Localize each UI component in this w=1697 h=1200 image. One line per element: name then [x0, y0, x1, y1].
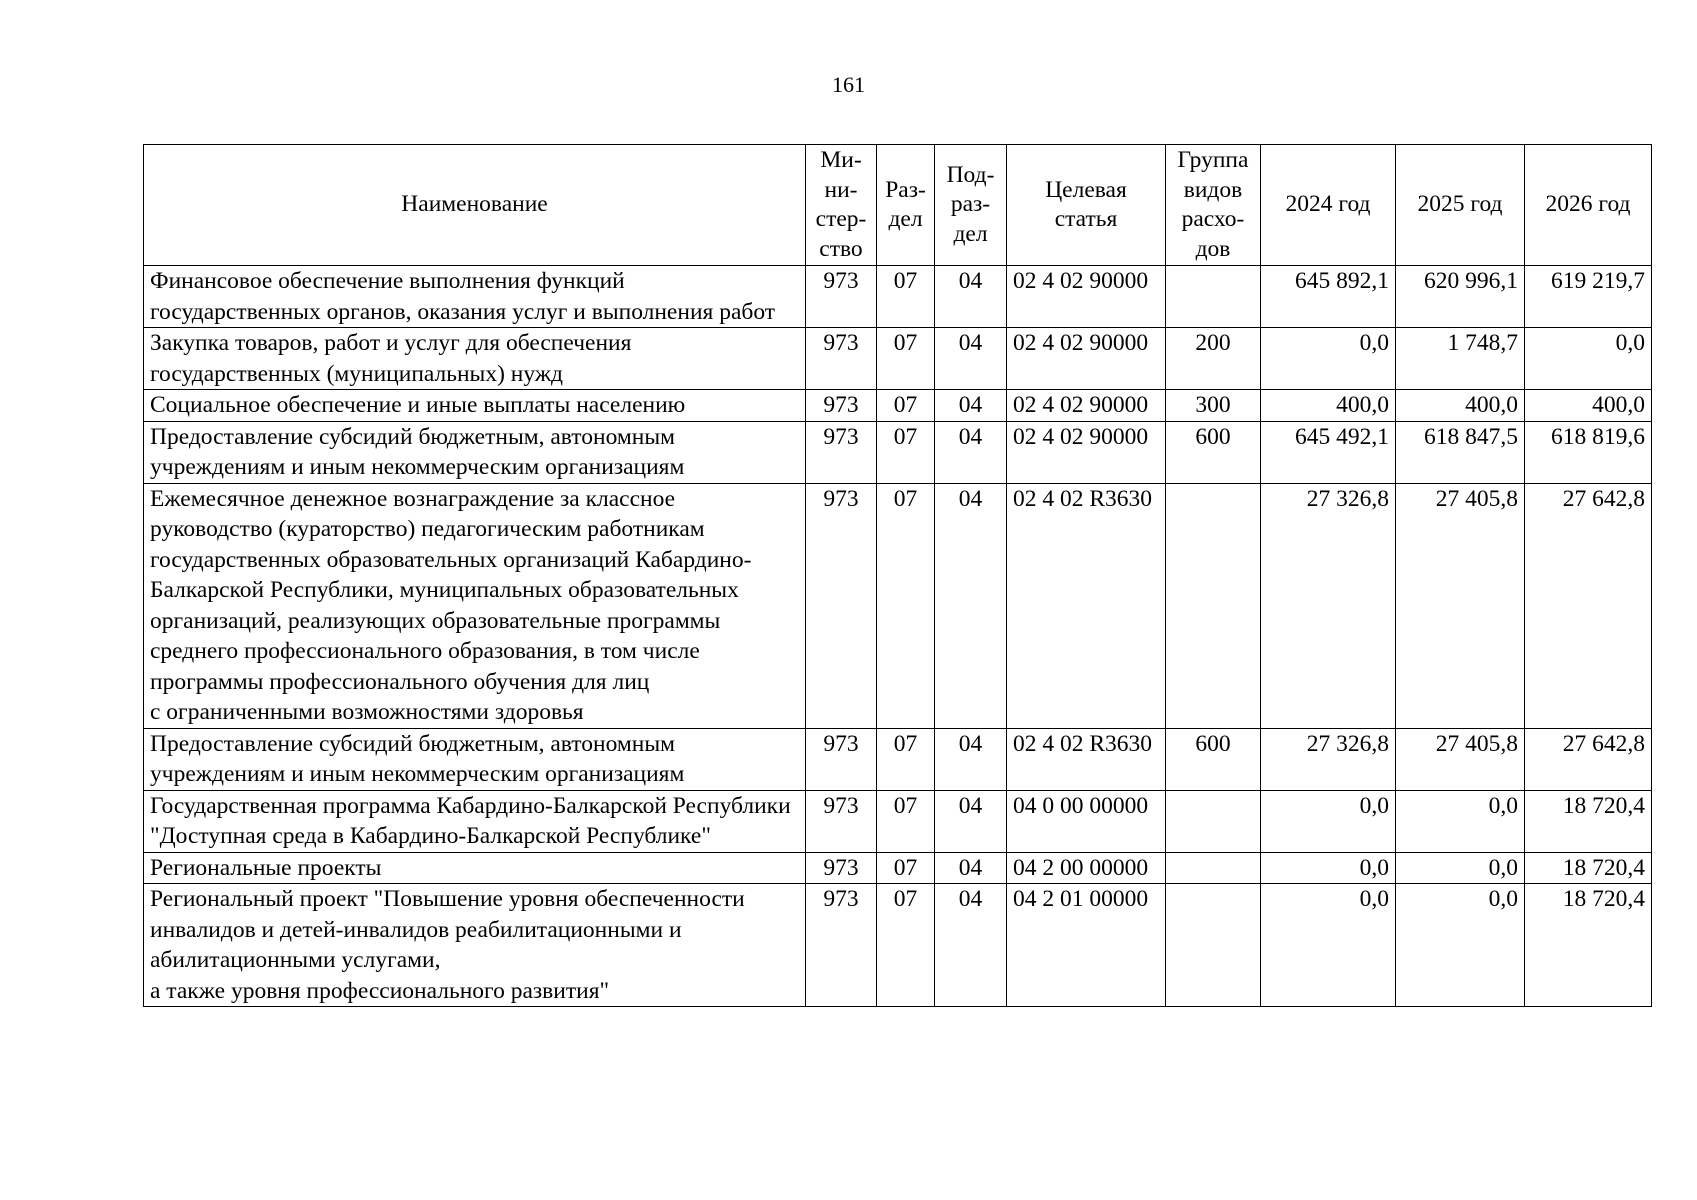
cell-year-2024: 27 326,8 — [1261, 483, 1396, 728]
table-row — [144, 483, 1652, 728]
cell-ministry: 973 — [806, 852, 877, 884]
cell-name: Региональный проект "Повышение уровня обеспеченности инвалидов и детей-инвалидов реабилитационными и абилитационными услугами, а также уровня профессионального развития" — [144, 884, 806, 1007]
header-target-article: Целевая статья — [1007, 145, 1166, 266]
header-subsection: Под- раз- дел — [935, 145, 1007, 266]
cell-target-article: 04 2 01 00000 — [1007, 884, 1166, 1007]
header-year-2024: 2024 год — [1261, 145, 1396, 266]
table-row — [144, 728, 1652, 790]
cell-subsection: 04 — [935, 483, 1007, 728]
cell-expense-group: 600 — [1166, 421, 1261, 483]
cell-target-article: 02 4 02 90000 — [1007, 390, 1166, 422]
cell-ministry: 973 — [806, 390, 877, 422]
cell-ministry: 973 — [806, 790, 877, 852]
cell-name: Финансовое обеспечение выполнения функций государственных органов, оказания услуг и выполнения работ — [144, 266, 806, 328]
cell-expense-group — [1166, 884, 1261, 1007]
table-row — [144, 884, 1652, 1007]
cell-section: 07 — [877, 390, 935, 422]
cell-expense-group — [1166, 266, 1261, 328]
header-section: Раз- дел — [877, 145, 935, 266]
cell-expense-group — [1166, 483, 1261, 728]
cell-subsection: 04 — [935, 728, 1007, 790]
cell-target-article: 04 0 00 00000 — [1007, 790, 1166, 852]
cell-ministry: 973 — [806, 884, 877, 1007]
table-row — [144, 266, 1652, 328]
cell-target-article: 02 4 02 R3630 — [1007, 483, 1166, 728]
cell-name: Государственная программа Кабардино-Балкарской Республики "Доступная среда в Кабардино-Балкарской Республике" — [144, 790, 806, 852]
cell-year-2026: 619 219,7 — [1525, 266, 1652, 328]
cell-subsection: 04 — [935, 790, 1007, 852]
cell-ministry: 973 — [806, 328, 877, 390]
header-year-2026: 2026 год — [1525, 145, 1652, 266]
cell-year-2026: 27 642,8 — [1525, 728, 1652, 790]
cell-subsection: 04 — [935, 421, 1007, 483]
cell-year-2024: 645 492,1 — [1261, 421, 1396, 483]
cell-year-2025: 618 847,5 — [1396, 421, 1525, 483]
cell-year-2025: 27 405,8 — [1396, 728, 1525, 790]
cell-name: Социальное обеспечение и иные выплаты населению — [144, 390, 806, 422]
cell-name: Региональные проекты — [144, 852, 806, 884]
cell-year-2026: 18 720,4 — [1525, 790, 1652, 852]
cell-ministry: 973 — [806, 483, 877, 728]
cell-ministry: 973 — [806, 728, 877, 790]
cell-year-2026: 27 642,8 — [1525, 483, 1652, 728]
cell-section: 07 — [877, 852, 935, 884]
cell-section: 07 — [877, 728, 935, 790]
cell-target-article: 02 4 02 R3630 — [1007, 728, 1166, 790]
cell-subsection: 04 — [935, 328, 1007, 390]
cell-year-2024: 0,0 — [1261, 328, 1396, 390]
table-row — [144, 852, 1652, 884]
cell-expense-group: 300 — [1166, 390, 1261, 422]
table-body — [144, 266, 1652, 1007]
cell-expense-group: 200 — [1166, 328, 1261, 390]
cell-ministry: 973 — [806, 266, 877, 328]
cell-section: 07 — [877, 328, 935, 390]
cell-name: Ежемесячное денежное вознаграждение за классное руководство (кураторство) педагогическим работникам государственных образовательных организаций Кабардино-Балкарской Республики, муниципальных образовательных организаций, реализующих образовательные программы среднего профессионального образования, в том числе программы профессионального обучения для лиц с ограниченными возможностями здоровья — [144, 483, 806, 728]
header-expense-group: Группа видов расхо- дов — [1166, 145, 1261, 266]
cell-section: 07 — [877, 790, 935, 852]
cell-year-2024: 0,0 — [1261, 790, 1396, 852]
table-row — [144, 790, 1652, 852]
cell-expense-group: 600 — [1166, 728, 1261, 790]
page-number: 161 — [832, 72, 865, 97]
budget-table — [143, 144, 1652, 1007]
cell-year-2025: 0,0 — [1396, 790, 1525, 852]
cell-year-2026: 18 720,4 — [1525, 884, 1652, 1007]
cell-target-article: 04 2 00 00000 — [1007, 852, 1166, 884]
cell-year-2025: 27 405,8 — [1396, 483, 1525, 728]
cell-section: 07 — [877, 421, 935, 483]
cell-year-2024: 0,0 — [1261, 852, 1396, 884]
cell-target-article: 02 4 02 90000 — [1007, 421, 1166, 483]
cell-section: 07 — [877, 884, 935, 1007]
cell-year-2025: 0,0 — [1396, 852, 1525, 884]
cell-expense-group — [1166, 852, 1261, 884]
cell-year-2025: 400,0 — [1396, 390, 1525, 422]
cell-target-article: 02 4 02 90000 — [1007, 328, 1166, 390]
cell-section: 07 — [877, 483, 935, 728]
cell-expense-group — [1166, 790, 1261, 852]
table-row — [144, 390, 1652, 422]
cell-year-2026: 0,0 — [1525, 328, 1652, 390]
cell-name: Предоставление субсидий бюджетным, автономным учреждениям и иным некоммерческим организациям — [144, 421, 806, 483]
cell-subsection: 04 — [935, 390, 1007, 422]
cell-year-2026: 18 720,4 — [1525, 852, 1652, 884]
cell-year-2024: 400,0 — [1261, 390, 1396, 422]
cell-name: Предоставление субсидий бюджетным, автономным учреждениям и иным некоммерческим организациям — [144, 728, 806, 790]
table-row — [144, 421, 1652, 483]
cell-subsection: 04 — [935, 884, 1007, 1007]
cell-year-2024: 0,0 — [1261, 884, 1396, 1007]
cell-year-2024: 27 326,8 — [1261, 728, 1396, 790]
header-year-2025: 2025 год — [1396, 145, 1525, 266]
cell-year-2026: 618 819,6 — [1525, 421, 1652, 483]
cell-year-2025: 620 996,1 — [1396, 266, 1525, 328]
cell-year-2025: 1 748,7 — [1396, 328, 1525, 390]
header-name: Наименование — [144, 145, 806, 266]
header-ministry: Ми- ни- стер- ство — [806, 145, 877, 266]
cell-year-2024: 645 892,1 — [1261, 266, 1396, 328]
cell-subsection: 04 — [935, 852, 1007, 884]
cell-ministry: 973 — [806, 421, 877, 483]
cell-subsection: 04 — [935, 266, 1007, 328]
table-row — [144, 328, 1652, 390]
header-row — [144, 145, 1652, 266]
cell-year-2025: 0,0 — [1396, 884, 1525, 1007]
cell-name: Закупка товаров, работ и услуг для обеспечения государственных (муниципальных) нужд — [144, 328, 806, 390]
cell-target-article: 02 4 02 90000 — [1007, 266, 1166, 328]
cell-section: 07 — [877, 266, 935, 328]
cell-year-2026: 400,0 — [1525, 390, 1652, 422]
